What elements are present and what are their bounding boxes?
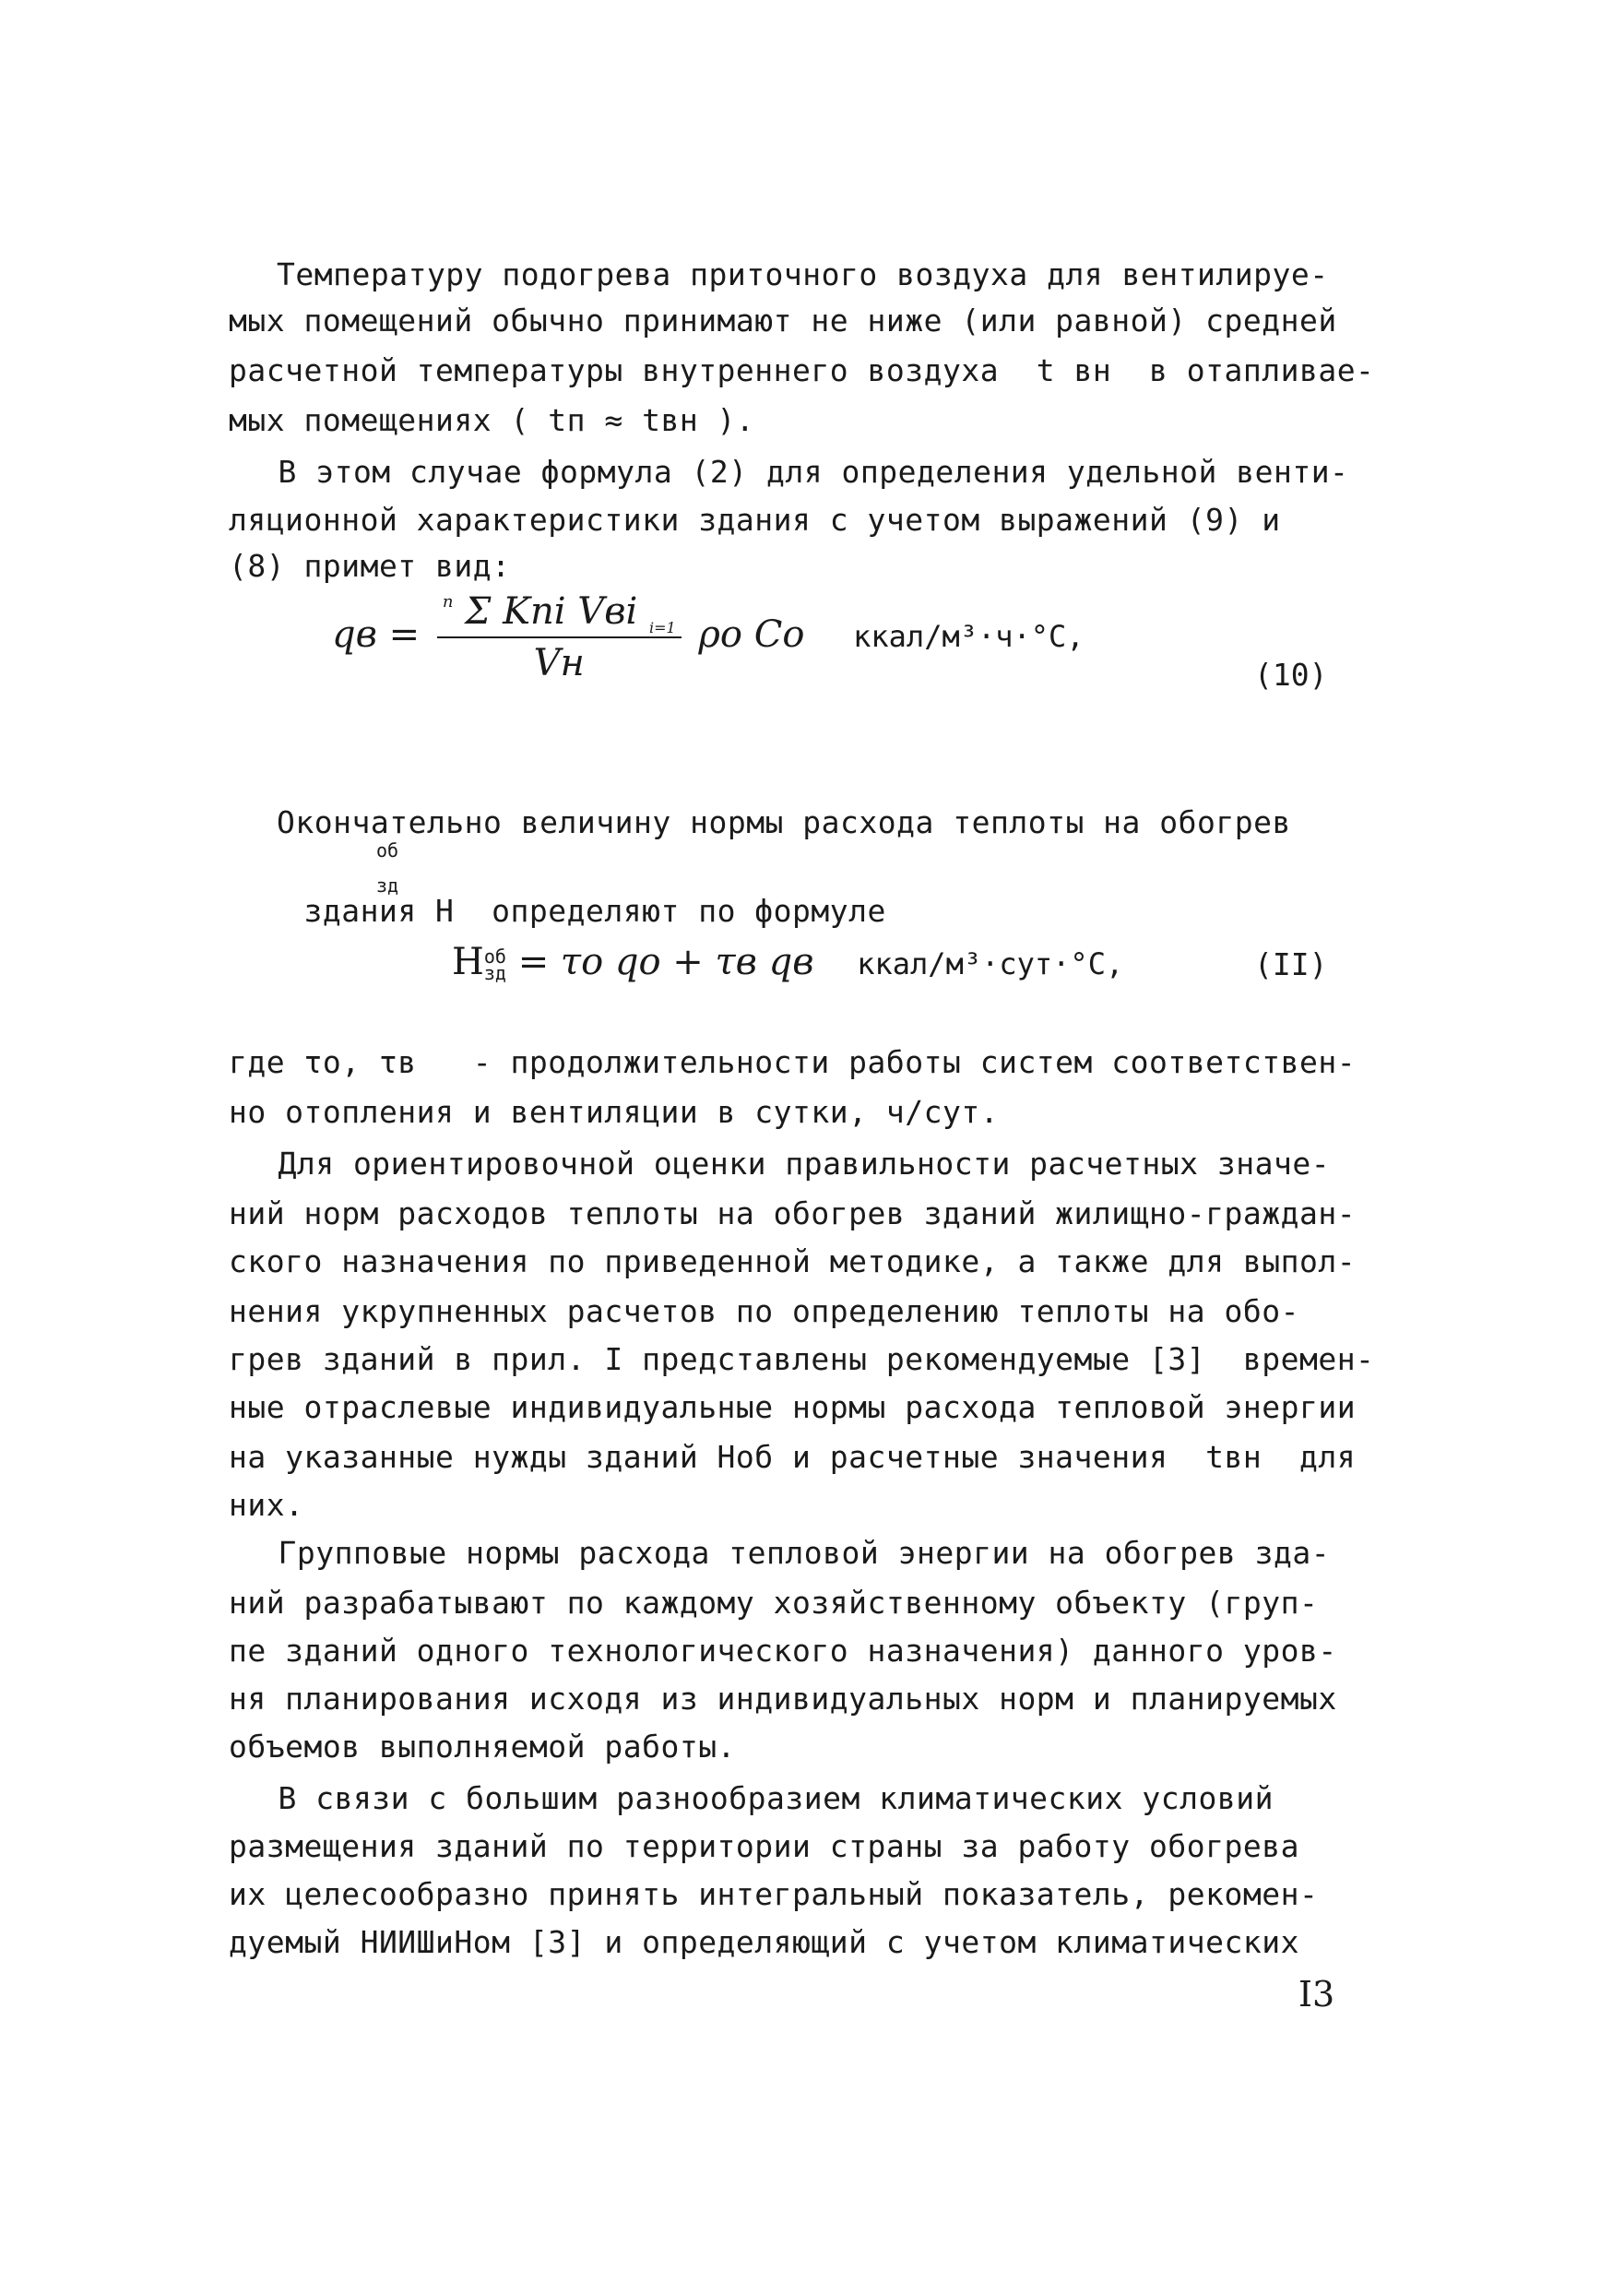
formula-10-numerator [437,590,682,638]
text-line-8: Окончательно величину нормы расхода теплоты на обогрев [277,804,1291,840]
text-line-1: Температуру подогрева приточного воздуха для вентилируе- [277,256,1329,292]
text-line-15: нения укрупненных расчетов по определению теплоты на обо- [229,1293,1299,1329]
text-line-13: ний норм расходов теплоты на обогрев зданий жилищно-граждан- [229,1195,1357,1231]
text-line-5: В этом случае формула (2) для определения удельной венти- [203,454,1349,490]
text-line-12: Для ориентировочной оценки правильности расчетных значе- [203,1146,1331,1182]
formula-11-units: ккал/м³·сут·°С, [857,946,1124,981]
text-line-6: ляционной характеристики здания с учетом выражений (9) и [229,502,1281,538]
text-line-24: объемов выполняемой работы. [229,1729,736,1765]
formula-10 [332,590,1085,684]
formula-10-units: ккал/м³·ч·°С, [853,619,1085,654]
text-line-27: их целесообразно принять интегральный показатель, рекомен- [229,1876,1319,1912]
text-line-14: ского назначения по приведенной методике, а также для выпол- [229,1243,1357,1279]
inline-sup-ob: об [376,839,399,862]
text-line-18: на указанные нужды зданий Ноб и расчетные значения tвн для [229,1439,1357,1475]
formula-11-lhs-sup: об [483,945,506,968]
text-line-17: ные отраслевые индивидуальные нормы расхода тепловой энергии [229,1389,1357,1425]
page-number: I3 [1298,1974,1335,2015]
sum-upper-limit: n [442,592,454,612]
inline-sub-zd: зд [376,874,399,897]
formula-11-lhs: Н [452,941,484,983]
text-line-9-text: здания Н определяют по формуле [303,893,886,929]
formula-10-factors: ρо Cо [698,613,805,656]
equation-number-10: (10) [1254,657,1328,693]
formula-10-fraction [437,590,682,684]
equation-number-11: (II) [1254,946,1328,982]
text-line-7: (8) примет вид: [229,548,511,584]
text-line-11: но отопления и вентиляции в сутки, ч/сут. [229,1094,1000,1130]
formula-10-numerator-text: Σ Kпi Vвi [465,590,638,633]
formula-11-rhs: = τо qо + τв qв [517,941,814,983]
formula-11 [452,941,1123,983]
sum-lower-limit: i=1 [648,619,676,636]
formula-10-lhs: qв = [332,613,421,656]
text-line-3: расчетной температуры внутреннего воздуха t вн в отапливае- [229,352,1375,388]
text-line-23: ня планирования исходя из индивидуальных норм и планируемых [229,1681,1337,1717]
text-line-19: них. [229,1487,304,1523]
formula-10-denominator: Vн [533,642,585,684]
text-line-20: Групповые нормы расхода тепловой энергии на обогрев зда- [203,1535,1331,1571]
text-line-26: размещения зданий по территории страны за работу обогрева [229,1828,1299,1864]
text-line-4: мых помещениях ( tп ≈ tвн ). [229,402,755,438]
text-line-25: В связи с большим разнообразием климатических условий [203,1780,1274,1816]
text-line-2: мых помещений обычно принимают не ниже (или равной) средней [229,303,1337,339]
text-line-16: грев зданий в прил. I представлены рекомендуемые [3] времен- [229,1341,1375,1377]
text-line-22: пе зданий одного технологического назначения) данного уров- [229,1633,1337,1669]
text-line-21: ний разрабатывают по каждому хозяйственному объекту (груп- [229,1585,1319,1621]
text-line-10: где τо, τв - продолжительности работы систем соответствен- [229,1044,1357,1080]
text-line-28: дуемый НИИШиНом [3] и определяющий с учетом климатических [229,1924,1299,1960]
formula-11-lhs-sub: зд [483,962,506,984]
